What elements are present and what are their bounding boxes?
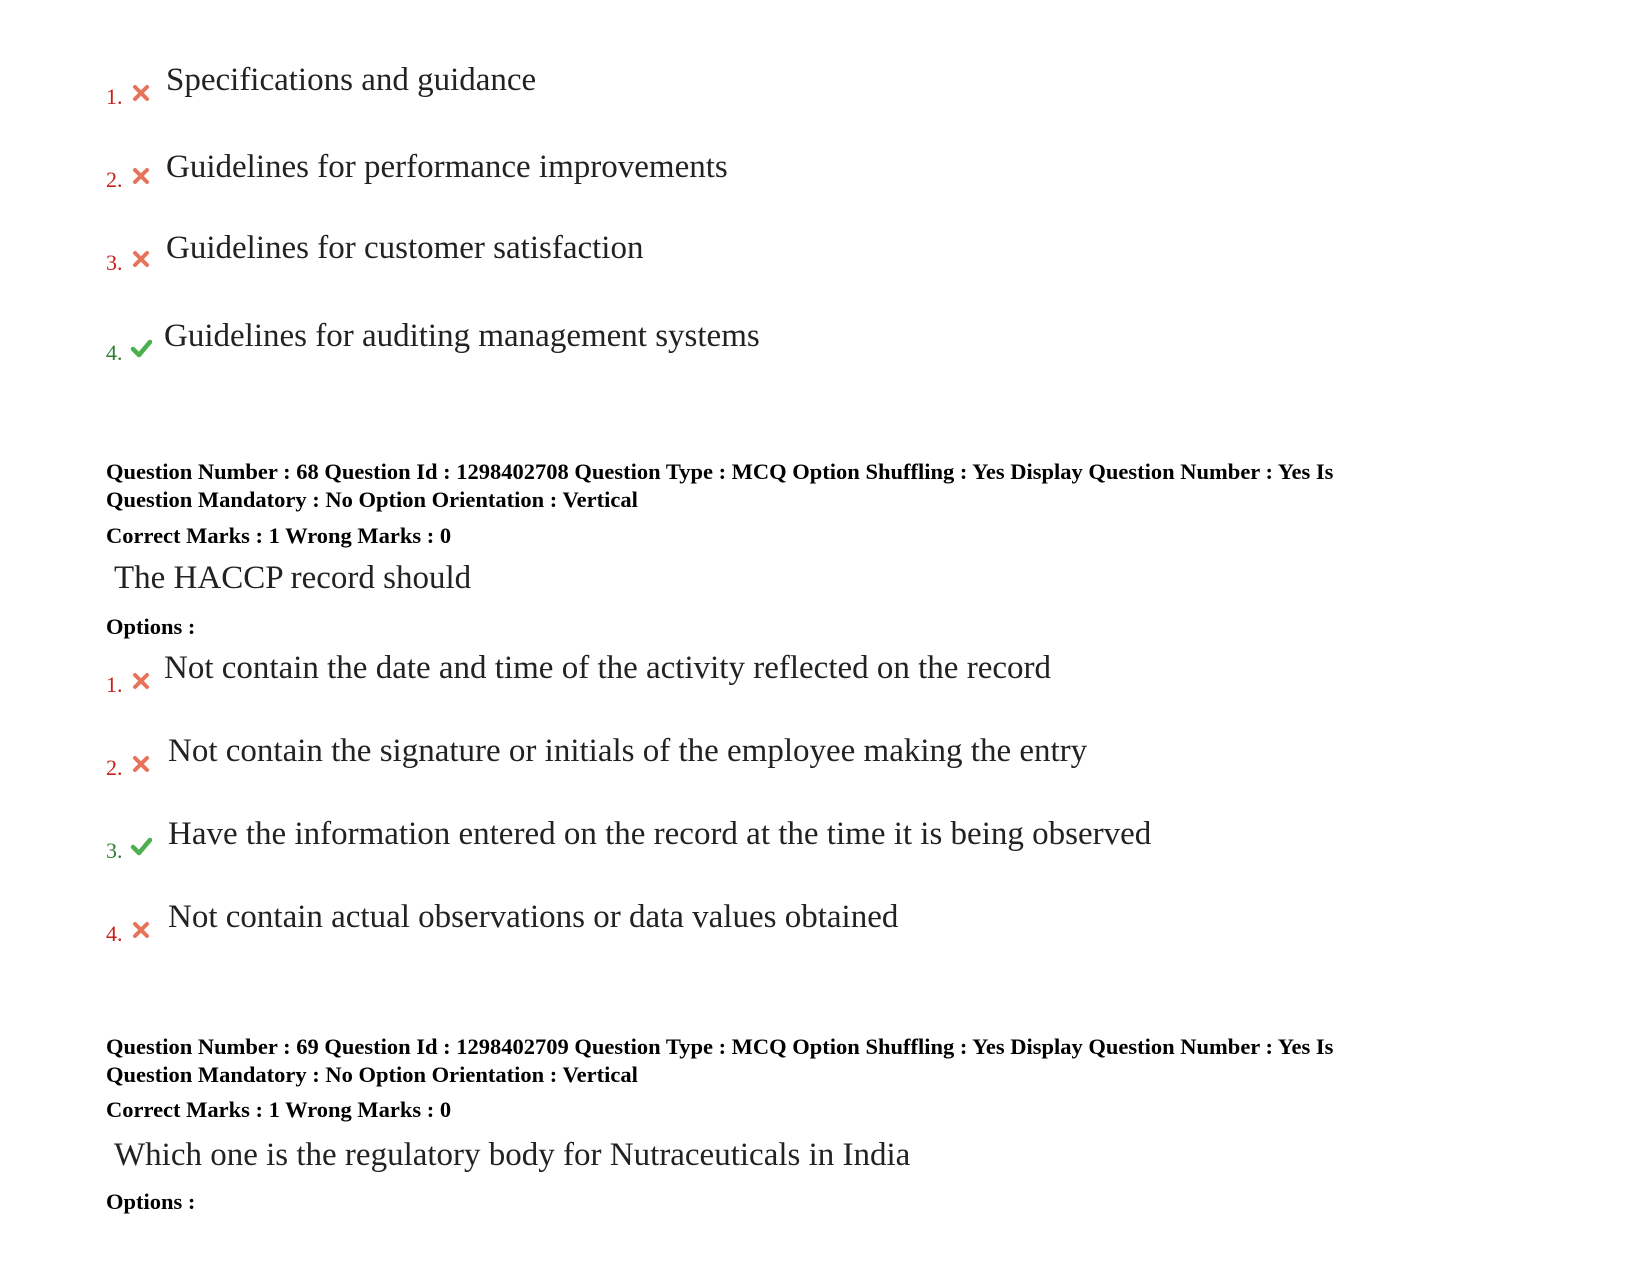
- question-marks: Correct Marks : 1 Wrong Marks : 0: [106, 1097, 452, 1122]
- question-meta-line2: Question Mandatory : No Option Orientation : Vertical: [106, 487, 638, 512]
- option-number: 3.: [106, 838, 123, 863]
- option-number: 3.: [106, 250, 123, 275]
- option-text: Not contain the signature or initials of the employee making the entry: [168, 733, 1088, 769]
- question-meta-line1: Question Number : 68 Question Id : 1298402708 Question Type : MCQ Option Shuffling : Yes Display Question Number : Yes Is: [106, 459, 1334, 484]
- option-text: Not contain actual observations or data values obtained: [168, 899, 899, 935]
- cross-icon: [130, 919, 152, 941]
- check-icon: [130, 835, 152, 857]
- question-meta: [106, 1033, 1526, 1089]
- option-text: Have the information entered on the record at the time it is being observed: [168, 816, 1152, 852]
- cross-icon: [130, 753, 152, 775]
- option-text: Guidelines for performance improvements: [166, 149, 728, 185]
- options-label: Options :: [106, 1189, 196, 1214]
- option-text: Not contain the date and time of the activity reflected on the record: [164, 650, 1051, 686]
- option-text: Guidelines for auditing management systems: [164, 318, 760, 354]
- option-number: 2.: [106, 167, 123, 192]
- check-icon: [130, 337, 152, 359]
- question-text: Which one is the regulatory body for Nutraceuticals in India: [114, 1137, 911, 1173]
- question-meta-line1: Question Number : 69 Question Id : 1298402709 Question Type : MCQ Option Shuffling : Yes Display Question Number : Yes Is: [106, 1034, 1334, 1059]
- question-text: The HACCP record should: [114, 560, 472, 596]
- cross-icon: [130, 248, 152, 270]
- option-number: 1.: [106, 672, 123, 697]
- option-text: Specifications and guidance: [166, 62, 537, 98]
- cross-icon: [130, 82, 152, 104]
- option-number: 4.: [106, 921, 123, 946]
- option-text: Guidelines for customer satisfaction: [166, 230, 644, 266]
- question-meta-line2: Question Mandatory : No Option Orientation : Vertical: [106, 1062, 638, 1087]
- option-number: 2.: [106, 755, 123, 780]
- question-meta: [106, 458, 1526, 514]
- cross-icon: [130, 670, 152, 692]
- cross-icon: [130, 165, 152, 187]
- options-label: Options :: [106, 614, 196, 639]
- option-number: 4.: [106, 340, 123, 365]
- question-marks: Correct Marks : 1 Wrong Marks : 0: [106, 523, 452, 548]
- option-number: 1.: [106, 84, 123, 109]
